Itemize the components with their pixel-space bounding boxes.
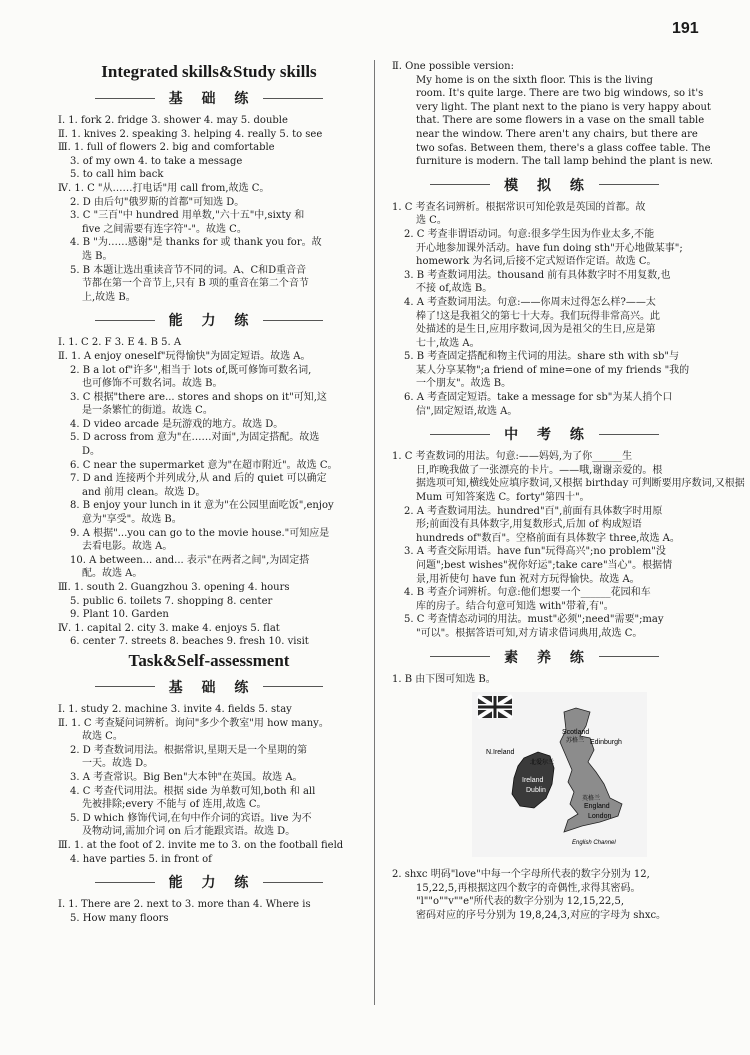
answer-line: Ⅱ. One possible version: (392, 61, 514, 72)
answer-line: 9. Plant 10. Garden (70, 609, 169, 621)
union-flag-icon (478, 696, 512, 718)
answer-line: Ⅰ. 1. fork 2. fridge 3. shower 4. may 5. double (58, 115, 288, 126)
answer-line: two sofas. Between them, there's a glass coffee table. The (416, 142, 711, 154)
subsection-header (58, 677, 360, 697)
answer-line: "l""o""v""e"所代表的数字分别为 12,15,22,5, (416, 896, 625, 908)
answer-line: 七十,故选 A。 (416, 337, 480, 349)
answer-line: 5. B 本题让选出重读音节不同的词。A、C和D重音音 (70, 264, 307, 276)
header-rule (95, 686, 155, 687)
answer-line: Ⅳ. 1. C "从……打电话"用 call from,故选 C。 (58, 182, 270, 194)
right-column (392, 60, 745, 923)
answer-line: 上,故选 B。 (82, 291, 136, 303)
answer-line: 2. C 考查非谓语动词。句意:很多学生因为作业太多,不能 (404, 228, 655, 240)
label-england: England (584, 803, 610, 811)
subsection-header (58, 310, 360, 330)
answer-line: 4. A 考查数词用法。句意:——你周末过得怎么样?——太 (404, 296, 656, 308)
answer-line: 选 C。 (416, 215, 447, 227)
answer-line: furniture is modern. The tall lamp behind the plant is new. (416, 156, 713, 168)
answer-line: 先被排除;every 不能与 of 连用,故选 C。 (82, 799, 267, 811)
answer-line: 也可修饰不可数名词。故选 B。 (82, 378, 223, 390)
header-rule (263, 686, 323, 687)
answer-line: Mum 可知答案选 C。forty"第四十"。 (416, 492, 590, 504)
answer-line: 形;前面没有具体数字,用复数形式,后加 of 构成短语 (416, 519, 642, 531)
answer-line: Ⅱ. 1. C 考查疑问词辨析。询问"多少个教室"用 how many。 (58, 717, 329, 729)
british-isles-map (472, 692, 647, 857)
answer-line: 4. C 考查代词用法。根据 side 为单数可知,both 和 all (70, 785, 316, 797)
answer-line: 节都在第一个音节上,只有 B 项的重音在第二个音节 (82, 278, 309, 290)
answer-line: 6. center 7. streets 8. beaches 9. fresh 10. visit (70, 636, 309, 648)
header-rule (599, 184, 659, 185)
answer-line: 库的房子。结合句意可知选 with"带着,有"。 (416, 600, 614, 612)
answer-block (58, 898, 360, 925)
answer-line: "可以"。根据答语可知,对方请求借词典用,故选 C。 (416, 627, 643, 639)
header-rule (95, 98, 155, 99)
answer-line: 故选 C。 (82, 731, 123, 743)
answer-line: 意为"享受"。故选 B。 (82, 514, 182, 526)
answer-line: 2. D 考查数词用法。根据常识,星期天是一个星期的第 (70, 744, 308, 756)
answer-line: 2. A 考查数词用法。hundred"百",前面有具体数字时用原 (404, 505, 663, 517)
answer-line: hundreds of"数百"。空格前面有具体数字 three,故选 A。 (416, 532, 680, 544)
answer-line: 6. C near the supermarket 意为"在超市附近"。故选 C。 (70, 459, 338, 471)
answer-line: 5. public 6. toilets 7. shopping 8. center (70, 595, 273, 607)
answer-block (392, 201, 697, 419)
answer-line: 5. D across from 意为"在……对面",为固定搭配。故选 (70, 432, 320, 444)
answer-block (392, 450, 745, 640)
label-ireland: Ireland (522, 777, 544, 785)
answer-line: 15,22,5,再根据这四个数字的奇偶性,求得其密码。 (416, 882, 641, 894)
answer-line: 去看电影。故选 A。 (82, 541, 173, 553)
answer-line: Ⅲ. 1. at the foot of 2. invite me to 3. on the football field (58, 839, 344, 851)
answer-line: 1. C 考查名词辨析。根据常识可知伦敦是英国的首都。故 (392, 201, 646, 213)
answer-line: 3. B 考查数词用法。thousand 前有具体数字时不用复数,也 (404, 269, 671, 281)
answer-line: 日,昨晚我做了一张漂亮的卡片。——哦,谢谢亲爱的。根 (416, 464, 663, 476)
subsection-header (392, 175, 697, 195)
answer-line: five 之间需要有连字符"-"。故选 C。 (82, 223, 247, 235)
answer-line: Ⅲ. 1. full of flowers 2. big and comfortable (58, 142, 275, 154)
answer-line: 密码对应的序号分别为 19,8,24,3,对应的字母为 shxc。 (416, 909, 667, 921)
header-rule (95, 882, 155, 883)
label-nireland: N.Ireland (486, 749, 515, 757)
label-scotland: Scotland (562, 729, 590, 737)
answer-line: 信",固定短语,故选 A。 (416, 405, 518, 417)
answer-block (392, 868, 697, 922)
answer-line: Ⅳ. 1. capital 2. city 3. make 4. enjoys 5. flat (58, 622, 280, 634)
answer-line: 一天。故选 D。 (82, 758, 154, 770)
answer-line: 处描述的是生日,应用序数词,因为是祖父的生日,应是第 (416, 324, 656, 336)
essay-block (392, 60, 713, 169)
answer-line: 3. C 根据"there are... stores and shops on it"可知,这 (70, 391, 327, 403)
subsection-title: 模 拟 练 (504, 177, 591, 194)
answer-line: Ⅱ. 1. A enjoy oneself"玩得愉快"为固定短语。故选 A。 (58, 350, 311, 362)
subsection-title: 基 础 练 (168, 679, 256, 696)
answer-line: very light. The plant next to the piano is very happy about (416, 101, 711, 113)
subsection-header (392, 424, 697, 444)
subsection-title: 基 础 练 (168, 91, 256, 107)
answer-line: 9. A 根据"...you can go to the movie house."可知应是 (70, 527, 330, 539)
answer-line: My home is on the sixth floor. This is the living (416, 74, 653, 86)
answer-line: 4. have parties 5. in front of (70, 853, 212, 865)
answer-block (58, 703, 360, 866)
answer-line: Ⅲ. 1. south 2. Guangzhou 3. opening 4. hours (58, 582, 290, 593)
label-london: London (588, 813, 612, 821)
label-edinburgh: Edinburgh (590, 739, 622, 747)
answer-line: Ⅰ. 1. C 2. F 3. E 4. B 5. A (58, 337, 182, 349)
answer-line: room. It's quite large. There are two big windows, so it's (416, 88, 704, 100)
page-number: 191 (672, 20, 699, 37)
answer-line: 3. A 考查交际用语。have fun"玩得高兴";no problem"没 (404, 546, 666, 558)
answer-line: and 前用 clean。故选 D。 (82, 486, 206, 498)
subsection-title: 素 养 练 (504, 649, 591, 666)
subsection-title: 能 力 练 (168, 875, 256, 892)
label-scotland-cn: 苏格兰 (566, 738, 585, 745)
answer-line: 10. A between... and... 表示"在两者之间",为固定搭 (70, 554, 310, 566)
subsection-header (58, 872, 360, 892)
answer-line: 2. D 由后句"俄罗斯的首都"可知选 D。 (70, 196, 245, 208)
header-rule (599, 434, 659, 435)
subsection-header (58, 88, 360, 108)
answer-line: 4. D video arcade 是玩游戏的地方。故选 D。 (70, 418, 284, 430)
answer-line: 5. B 考查固定搭配和物主代词的用法。share sth with sb"与 (404, 351, 679, 363)
answer-line: Ⅱ. 1. knives 2. speaking 3. helping 4. really 5. to see (58, 128, 323, 140)
answer-line: 2. B a lot of"许多",相当于 lots of,既可修饰可数名词, (70, 364, 312, 376)
answer-block (58, 336, 360, 649)
answer-line: 一个朋友"。故选 B。 (416, 378, 512, 390)
answer-block (392, 673, 697, 687)
section-title-task: Task&Self-assessment (128, 650, 290, 670)
label-english-channel: English Channel (572, 840, 616, 847)
answer-line: 据选项可知,横线处应填序数词,又根据 birthday 可判断要用序数词,又根据 (416, 478, 745, 490)
header-rule (430, 434, 490, 435)
column-divider (374, 60, 375, 1005)
answer-line: homework 为名词,后接不定式短语作定语。故选 C。 (416, 256, 657, 268)
left-column (58, 60, 360, 925)
label-dublin: Dublin (526, 787, 546, 795)
answer-line: 某人分享某物";a friend of mine=one of my friends "我的 (416, 364, 690, 376)
answer-line: 8. B enjoy your lunch in it 意为"在公园里面吃饭",enjoy (70, 500, 334, 512)
answer-line: 问题";best wishes"祝你好运";take care"当心"。根据情 (416, 560, 673, 571)
subsection-header (392, 647, 697, 667)
answer-line: D。 (82, 446, 101, 458)
answer-line: 3. of my own 4. to take a message (70, 155, 243, 167)
header-rule (430, 656, 490, 657)
answer-line: 6. A 考查固定短语。take a message for sb"为某人捎个口 (404, 392, 673, 404)
answer-line: 5. How many floors (70, 912, 169, 924)
answer-line: 4. B "为……感谢"是 thanks for 或 thank you for。故 (70, 237, 322, 249)
answer-line: 是一条繁忙的街道。故选 C。 (82, 405, 213, 417)
answer-line: Ⅰ. 1. study 2. machine 3. invite 4. fields 5. stay (58, 703, 292, 715)
answer-line: 配。故选 A。 (82, 568, 143, 580)
header-rule (263, 882, 323, 883)
answer-block (58, 114, 360, 304)
header-rule (95, 320, 155, 321)
answer-line: near the window. There aren't any chairs, but there are (416, 128, 698, 140)
header-rule (263, 320, 323, 321)
subsection-title: 能 力 练 (168, 313, 256, 330)
answer-line: 及物动词,需加介词 on 后才能跟宾语。故选 D。 (82, 826, 296, 838)
answer-line: 5. C 考查情态动词的用法。must"必须";need"需要";may (404, 614, 664, 626)
answer-line: 棒了!这是我祖父的第七十大寿。我们玩得非常高兴。此 (416, 310, 661, 322)
answer-line: 开心地参加课外活动。have fun doing sth"开心地做某事"; (416, 242, 683, 254)
label-nireland-cn: 北爱尔兰 (530, 760, 555, 767)
answer-line: 不接 of,故选 B。 (416, 283, 493, 295)
section-title-integrated-skills: Integrated skills&Study skills (101, 62, 317, 81)
answer-line: 3. C "三百"中 hundred 用单数,"六十五"中,sixty 和 (70, 210, 305, 222)
answer-line: 选 B。 (82, 250, 113, 262)
answer-line: 3. A 考查常识。Big Ben"大本钟"在英国。故选 A。 (70, 771, 303, 783)
answer-line: 景,用祈使句 have fun 祝对方玩得愉快。故选 A。 (416, 573, 640, 585)
answer-line: 7. D and 连接两个并列成分,从 and 后的 quiet 可以确定 (70, 473, 327, 485)
label-england-cn: 英格兰 (582, 796, 601, 803)
answer-line: 1. B 由下图可知选 B。 (392, 673, 496, 685)
answer-line: 4. B 考查介词辨析。句意:他们想要一个______花园和车 (404, 587, 651, 599)
answer-line: 2. shxc 明码"love"中每一个字母所代表的数字分别为 12, (392, 869, 650, 881)
header-rule (430, 184, 490, 185)
answer-line: 5. to call him back (70, 169, 164, 181)
answer-line: Ⅰ. 1. There are 2. next to 3. more than 4. Where is (58, 899, 311, 911)
answer-line: 5. D which 修饰代词,在句中作介词的宾语。live 为不 (70, 812, 312, 824)
answer-line: 1. C 考查数词的用法。句意:——妈妈,为了你______生 (392, 451, 633, 463)
header-rule (263, 98, 323, 99)
answer-line: that. There are some flowers in a vase on the small table (416, 115, 705, 127)
subsection-title: 中 考 练 (504, 427, 591, 444)
header-rule (599, 656, 659, 657)
